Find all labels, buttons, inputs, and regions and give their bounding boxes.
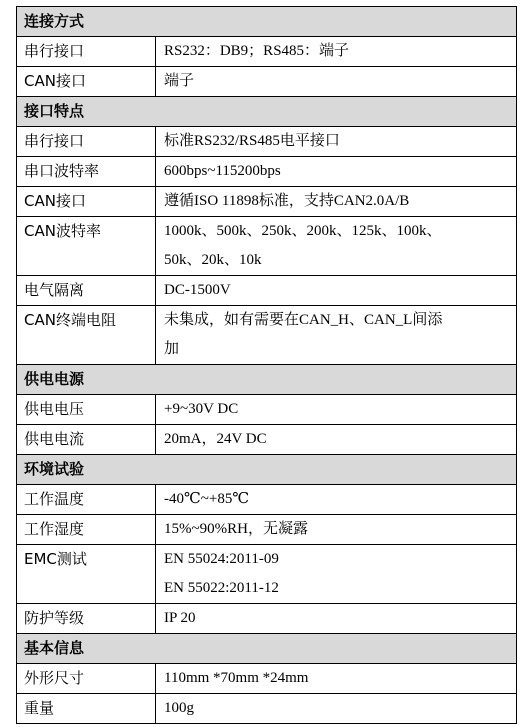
row-value bbox=[156, 425, 517, 455]
section-title: 连接方式 bbox=[17, 7, 517, 37]
value-line: EN 55022:2011-12 bbox=[164, 580, 279, 596]
row-label: CAN接口 bbox=[17, 187, 156, 217]
table-row bbox=[17, 306, 517, 365]
row-value bbox=[156, 545, 517, 604]
row-value bbox=[156, 664, 517, 694]
table-row bbox=[17, 485, 517, 515]
row-value bbox=[156, 395, 517, 425]
spec-table bbox=[16, 6, 517, 724]
section-header-environment bbox=[17, 455, 517, 485]
section-title: 供电电源 bbox=[17, 365, 517, 395]
row-value bbox=[156, 276, 517, 306]
table-row bbox=[17, 515, 517, 545]
row-label: 电气隔离 bbox=[17, 276, 156, 306]
section-header-interface bbox=[17, 97, 517, 127]
row-label: CAN波特率 bbox=[17, 217, 156, 276]
row-value bbox=[156, 515, 517, 545]
table-row bbox=[17, 217, 517, 276]
row-value bbox=[156, 306, 517, 365]
table-row bbox=[17, 187, 517, 217]
row-label: CAN终端电阻 bbox=[17, 306, 156, 365]
value-line: 遵循ISO 11898标准，支持CAN2.0A/B bbox=[164, 193, 410, 209]
value-line: IP 20 bbox=[164, 610, 196, 626]
value-line: 未集成，如有需要在CAN_H、CAN_L间添 bbox=[164, 312, 443, 328]
row-value bbox=[156, 485, 517, 515]
value-line: 15%~90%RH，无凝露 bbox=[164, 521, 308, 537]
value-line: EN 55024:2011-09 bbox=[164, 551, 279, 567]
row-label: 串口波特率 bbox=[17, 157, 156, 187]
row-value bbox=[156, 67, 517, 97]
value-line: 端子 bbox=[164, 73, 195, 89]
section-header-power bbox=[17, 365, 517, 395]
table-row bbox=[17, 157, 517, 187]
value-line: RS232：DB9；RS485：端子 bbox=[164, 43, 350, 59]
value-line: 标准RS232/RS485电平接口 bbox=[164, 133, 340, 149]
row-value bbox=[156, 217, 517, 276]
value-line: 600bps~115200bps bbox=[164, 163, 281, 179]
value-line: 110mm *70mm *24mm bbox=[164, 670, 309, 686]
row-value bbox=[156, 604, 517, 634]
table-row bbox=[17, 664, 517, 694]
value-line: -40℃~+85℃ bbox=[164, 491, 250, 507]
row-label: 重量 bbox=[17, 694, 156, 724]
row-value bbox=[156, 694, 517, 724]
section-title: 环境试验 bbox=[17, 455, 517, 485]
row-value bbox=[156, 127, 517, 157]
value-line: +9~30V DC bbox=[164, 401, 239, 417]
table-row bbox=[17, 127, 517, 157]
table-row bbox=[17, 425, 517, 455]
table-row bbox=[17, 604, 517, 634]
row-label: EMC测试 bbox=[17, 545, 156, 604]
value-line: 100g bbox=[164, 700, 194, 716]
section-title: 接口特点 bbox=[17, 97, 517, 127]
row-label: 供电电流 bbox=[17, 425, 156, 455]
row-value bbox=[156, 37, 517, 67]
row-label: 串行接口 bbox=[17, 37, 156, 67]
section-header-connection bbox=[17, 7, 517, 37]
section-header-basic-info bbox=[17, 634, 517, 664]
table-row bbox=[17, 545, 517, 604]
table-row bbox=[17, 276, 517, 306]
value-line: 加 bbox=[164, 341, 180, 357]
row-label: 工作温度 bbox=[17, 485, 156, 515]
row-label: CAN接口 bbox=[17, 67, 156, 97]
row-label: 工作湿度 bbox=[17, 515, 156, 545]
row-label: 供电电压 bbox=[17, 395, 156, 425]
row-value bbox=[156, 157, 517, 187]
value-line: 1000k、500k、250k、200k、125k、100k、 bbox=[164, 223, 442, 239]
row-value bbox=[156, 187, 517, 217]
value-line: DC-1500V bbox=[164, 282, 231, 298]
section-title: 基本信息 bbox=[17, 634, 517, 664]
table-row bbox=[17, 37, 517, 67]
row-label: 防护等级 bbox=[17, 604, 156, 634]
value-line: 20mA，24V DC bbox=[164, 431, 267, 447]
table-row bbox=[17, 395, 517, 425]
table-row bbox=[17, 67, 517, 97]
row-label: 串行接口 bbox=[17, 127, 156, 157]
value-line: 50k、20k、10k bbox=[164, 252, 262, 268]
row-label: 外形尺寸 bbox=[17, 664, 156, 694]
table-row bbox=[17, 694, 517, 724]
